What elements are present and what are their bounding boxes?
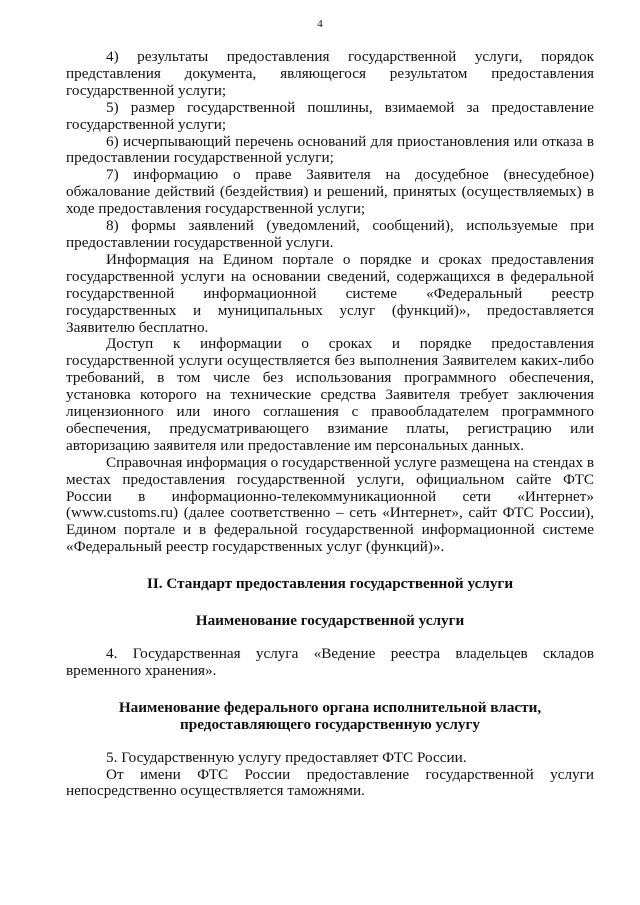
document-body — [66, 49, 594, 800]
list-item-6: 6) исчерпывающий перечень оснований для приостановления или отказа в предоставлении государственной услуги; — [66, 132, 594, 167]
page-number: 4 — [317, 18, 323, 30]
paragraph-access-info: Доступ к информации о сроках и порядке предоставления государственной услуги осуществляется без выполнения Заявителем каких-либо требований, в том числе без использования программного обеспечения, установка которого на технические средства Заявителя требует заключения лицензионного или иного соглашения с правообладателем программного обеспечения, предусматривающего взимание платы, регистрацию или авторизацию заявителя или предоставление им персональных данных. — [66, 335, 594, 454]
paragraph-service-name: 4. Государственная услуга «Ведение реестра владельцев складов временного хранения». — [66, 645, 594, 679]
list-item-7: 7) информацию о праве Заявителя на досудебное (внесудебное) обжалование действий (бездействия) и решений, принятых (осуществляемых) в ходе предоставления государственной услуги; — [66, 166, 594, 218]
list-item-4: 4) результаты предоставления государственной услуги, порядок представления документа, являющегося результатом предоставления государственной услуги; — [66, 48, 594, 99]
subheading-authority-line2: предоставляющего государственную услугу — [180, 715, 480, 733]
subheading-authority-line1: Наименование федерального органа исполнительной власти, — [118, 698, 542, 716]
paragraph-portal-info: Информация на Едином портале о порядке и сроках предоставления государственной услуги на основании сведений, содержащихся в федеральной государственной информационной системе «Федеральный реестр государственных и муниципальных услуг (функций)», предоставляется Заявителю бесплатно. — [66, 250, 594, 336]
section-heading: II. Стандарт предоставления государственной услуги — [146, 575, 514, 593]
paragraph-reference-info: Справочная информация о государственной услуге размещена на стендах в местах предоставления государственной услуги, официальном сайте ФТС России в информационно-телекоммуникационной сети «Интернет» (www.customs.ru) (далее соответственно – сеть «Интернет», сайт ФТС России), Едином портале и в федеральной государственной информационной системе «Федеральный реестр государственных услуг (функций)». — [66, 453, 594, 556]
paragraph-provider: 5. Государственную услугу предоставляет ФТС России. — [106, 748, 467, 766]
subheading-service-name: Наименование государственной услуги — [195, 612, 465, 630]
subheading-authority — [66, 700, 594, 734]
paragraph-customs: От имени ФТС России предоставление государственной услуги непосредственно осуществляется таможнями. — [66, 765, 594, 800]
list-item-8: 8) формы заявлений (уведомлений, сообщений), используемые при предоставлении государственной услуги. — [66, 217, 594, 251]
list-item-5: 5) размер государственной пошлины, взимаемой за предоставление государственной услуги; — [66, 98, 594, 133]
